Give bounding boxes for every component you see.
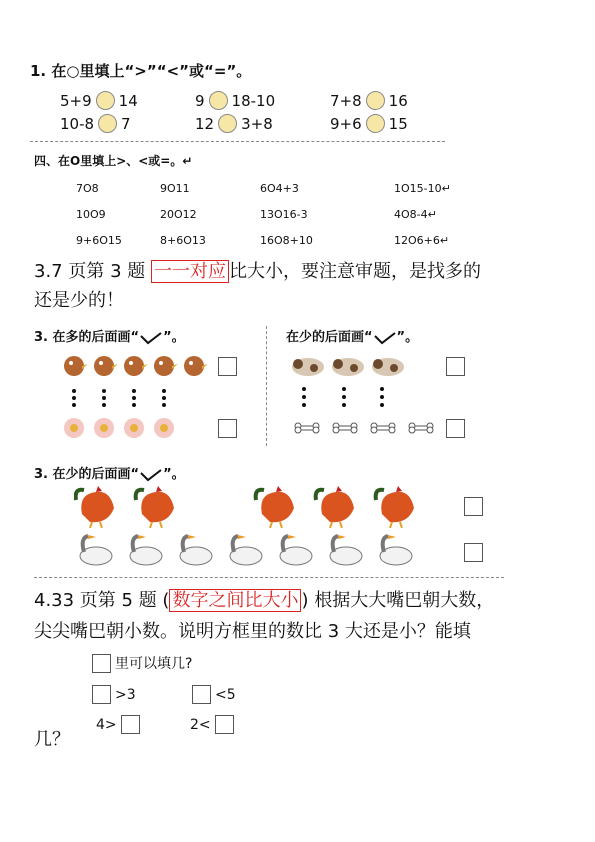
q5-item [190,715,234,734]
goose-icon [80,535,112,565]
note-3-line2: 还是少的！ [34,290,124,311]
q4-cell: 1O15-10↵ [394,182,451,195]
q4-cell: 12O6+6↵ [394,234,450,247]
checkmark-icon [139,331,163,345]
q1-item [60,91,138,110]
rooster-icon [76,486,114,528]
bone-icon [371,423,395,433]
q1-title: 1. 在○里填上“>”“<”或“=”。 [30,62,252,80]
q4-cell: 20O12 [160,208,197,221]
goose-row [74,532,424,570]
expr-left: 7+8 [330,91,362,110]
dots-row [68,388,178,408]
title-text: 3. 在少的后面画“ [34,467,140,482]
answer-box[interactable] [218,419,237,438]
chick-icon [94,356,118,376]
expr-right: 16 [388,91,408,110]
goose-icon [130,535,162,565]
q4-title: 四、在O里填上>、<或=。↵ [34,154,193,168]
chicken-row [62,352,212,380]
expr-right: 15 [388,114,408,133]
q4-cell: 4O8-4↵ [394,208,437,221]
rooster-icon [316,486,354,528]
title-text: 在少的后面画“ [286,330,373,345]
q4-cell: 6O4+3 [260,182,299,195]
title-text: ”。 [396,330,419,345]
q4-cell: 7O8 [76,182,99,195]
expr-right: 18-10 [231,91,276,110]
checkmark-icon [373,331,397,345]
q5-text: 4> [96,716,117,733]
answer-circle[interactable] [366,91,385,110]
q5-header [92,653,192,673]
q5-head-text: 里可以填几? [115,656,193,672]
answer-box[interactable] [218,357,237,376]
divider [34,577,504,578]
note-4-line2: 尖尖嘴巴朝小数。说明方框里的数比 3 大还是小？能填 [34,621,471,642]
q5-item [96,715,140,734]
note-text: 4.33 页第 5 题 ( [34,590,170,611]
q5-text: 2< [190,716,211,733]
ex-more-title [34,326,185,345]
chick-icon [154,356,178,376]
dog-row [290,352,410,378]
answer-box[interactable] [92,654,111,673]
note-text: 3.7 页第 3 题 [34,261,151,282]
title-text: ”。 [163,467,185,482]
checkmark-icon [139,468,163,482]
flower-row [62,416,182,440]
highlight-box: 一一对应 [151,260,229,283]
chick-icon [184,356,208,376]
rooster-icon [256,486,294,528]
answer-box[interactable] [121,715,140,734]
q4-cell: 9O11 [160,182,190,195]
q5-text: >3 [115,686,136,703]
goose-icon [330,535,362,565]
flower-icon [94,418,114,438]
goose-icon [230,535,262,565]
divider [30,141,445,142]
answer-circle[interactable] [98,114,117,133]
chick-icon [124,356,148,376]
bone-icon [295,423,319,433]
dots-row [294,386,394,408]
rooster-row [74,484,424,528]
q4-cell: 16O8+10 [260,234,313,247]
answer-circle[interactable] [96,91,115,110]
expr-left: 9+6 [330,114,362,133]
expr-left: 12 [195,114,215,133]
answer-box[interactable] [446,357,465,376]
flower-icon [64,418,84,438]
dog-icon [292,358,324,376]
q5-item [192,685,236,704]
answer-box[interactable] [446,419,465,438]
answer-circle[interactable] [218,114,237,133]
bone-icon [409,423,433,433]
ex-less-title [286,326,418,345]
answer-circle[interactable] [366,114,385,133]
expr-left: 10-8 [60,114,95,133]
note-text: 比大小，要注意审题，是找多的 [228,261,481,282]
goose-icon [180,535,212,565]
note-text: ) 根据大大嘴巴朝大数， [301,590,495,611]
q4-cell: 13O16-3 [260,208,308,221]
flower-icon [124,418,144,438]
q5-text: <5 [215,686,236,703]
q1-item [195,91,275,110]
note-4-line3: 几？ [34,729,70,750]
expr-left: 5+9 [60,91,92,110]
answer-box[interactable] [464,543,483,562]
chick-icon [64,356,88,376]
answer-box[interactable] [192,685,211,704]
q1-item [330,114,408,133]
title-text: ”。 [163,330,185,345]
ex-chicken-title [34,463,185,482]
q5-item [92,685,136,704]
dog-icon [332,358,364,376]
q1-item [330,91,408,110]
q1-item [60,114,131,133]
title-text: 3. 在多的后面画“ [34,330,140,345]
answer-box[interactable] [92,685,111,704]
q4-cell: 10O9 [76,208,106,221]
bone-icon [333,423,357,433]
q4-cell: 8+6O13 [160,234,206,247]
expr-right: 7 [121,114,131,133]
flower-icon [154,418,174,438]
dog-icon [372,358,404,376]
rooster-icon [376,486,414,528]
answer-box[interactable] [464,497,483,516]
goose-icon [380,535,412,565]
expr-right: 14 [118,91,138,110]
divider-vertical [266,326,267,446]
rooster-icon [136,486,174,528]
answer-circle[interactable] [209,91,228,110]
q1-item [195,114,273,133]
highlight-box: 数字之间比大小 [169,589,301,612]
expr-right: 3+8 [241,114,273,133]
bone-row [294,420,444,436]
expr-left: 9 [195,91,205,110]
answer-box[interactable] [215,715,234,734]
q4-cell: 9+6O15 [76,234,122,247]
goose-icon [280,535,312,565]
note-4-line1 [34,586,494,615]
note-3-line1 [34,257,481,286]
